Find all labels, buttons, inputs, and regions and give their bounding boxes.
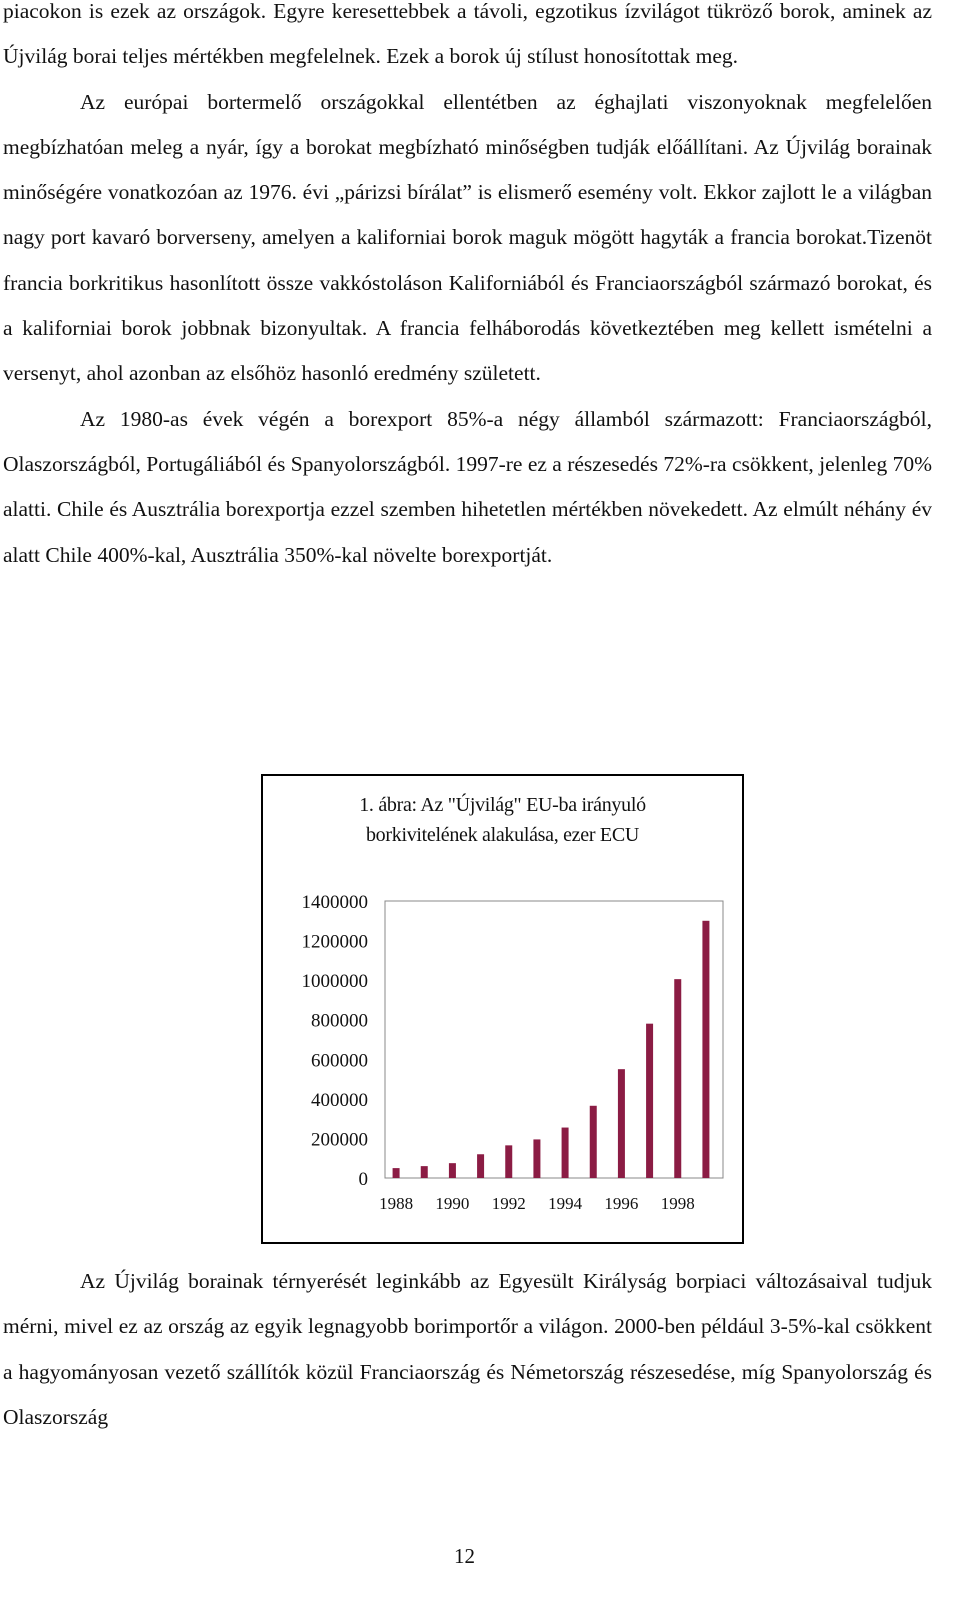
bar-1994 <box>562 1128 569 1178</box>
x-tick-label: 1998 <box>660 1194 695 1213</box>
bar-1995 <box>590 1106 597 1178</box>
text-section-top <box>3 0 932 578</box>
bar-chart <box>263 776 742 1242</box>
bar-1991 <box>477 1154 484 1178</box>
x-tick-label: 1996 <box>604 1194 639 1213</box>
x-tick-label: 1990 <box>435 1194 470 1213</box>
y-tick-label: 0 <box>358 1169 368 1190</box>
bar-1988 <box>393 1168 400 1178</box>
bar-1989 <box>421 1166 428 1178</box>
chart-title-line-2: borkivitelének alakulása, ezer ECU <box>365 824 639 846</box>
x-tick-label: 1988 <box>379 1194 414 1213</box>
x-tick-label: 1992 <box>491 1194 526 1213</box>
bar-1992 <box>505 1145 512 1178</box>
y-tick-label: 600000 <box>311 1050 368 1072</box>
paragraph-uk-market: Az Újvilág borainak térnyerését leginkább az Egyesült Királyság borpiaci változásaival tudjuk mérni, mivel ez az ország az egyik legnagyobb borimportőr a világon. 2000-ben például 3-5%-kal csökkent a hagyományosan vezető szállítók közül Franciaország és Németország részesedése, míg Spanyolország és Olaszország <box>3 1269 932 1429</box>
y-tick-label: 1400000 <box>301 892 368 913</box>
plot-area <box>385 901 723 1178</box>
bar-1997 <box>646 1024 653 1178</box>
y-tick-label: 1000000 <box>301 971 368 993</box>
x-tick-label: 1994 <box>548 1194 583 1213</box>
paragraph-export-shares: Az 1980-as évek végén a borexport 85%-a négy államból származott: Franciaországból, Olaszországból, Portugáliából és Spanyolországból. 1997-re ez a részesedés 72%-ra csökkent, jelenleg 70% alatti. Chile és Ausztrália borexportja ezzel szemben hihetetlen mértékben növekedett. Az elmúlt néhány év alatt Chile 400%-kal, Ausztrália 350%-kal növelte borexportját. <box>3 406 932 567</box>
bar-1990 <box>449 1163 456 1178</box>
y-tick-label: 1200000 <box>301 931 368 953</box>
y-tick-label: 800000 <box>311 1010 368 1032</box>
page-number: 12 <box>454 1544 475 1568</box>
figure-1-frame <box>261 774 744 1244</box>
y-tick-label: 200000 <box>311 1129 368 1151</box>
bar-1996 <box>618 1069 625 1178</box>
bar-1998 <box>674 979 681 1178</box>
paragraph-new-world-climate: Az európai bortermelő országokkal ellentétben az éghajlati viszonyoknak megfelelően megbízhatóan meleg a nyár, így a borokat megbízható minőségben tudják előállítani. Az Újvilág borainak minőségére vonatkozóan az 1976. évi „párizsi bírálat” is elismerő esemény volt. Ekkor zajlott le a világban nagy port kavaró borverseny, amelyen a kaliforniai borok maguk mögött hagyták a francia borokat.Tizenöt francia borkritikus hasonlított össze vakkóstoláson Kaliforniából és Franciaországból származó borokat, és a kaliforniai borok jobbnak bizonyultak. A francia felháborodás következtében meg kellett ismételni a versenyt, ahol azonban az elsőhöz hasonló eredmény született. <box>3 89 932 386</box>
chart-title-line-1: 1. ábra: Az "Újvilág" EU-ba irányuló <box>359 794 646 816</box>
bar-1993 <box>533 1139 540 1178</box>
paragraph-continuation: piacokon is ezek az országok. Egyre keresettebbek a távoli, egzotikus ízvilágot tükröző borok, aminek az Újvilág borai teljes mértékben megfelelnek. Ezek a borok új stílust honosítottak meg. <box>3 0 932 69</box>
y-tick-label: 400000 <box>311 1089 368 1111</box>
bar-1999 <box>702 921 709 1178</box>
